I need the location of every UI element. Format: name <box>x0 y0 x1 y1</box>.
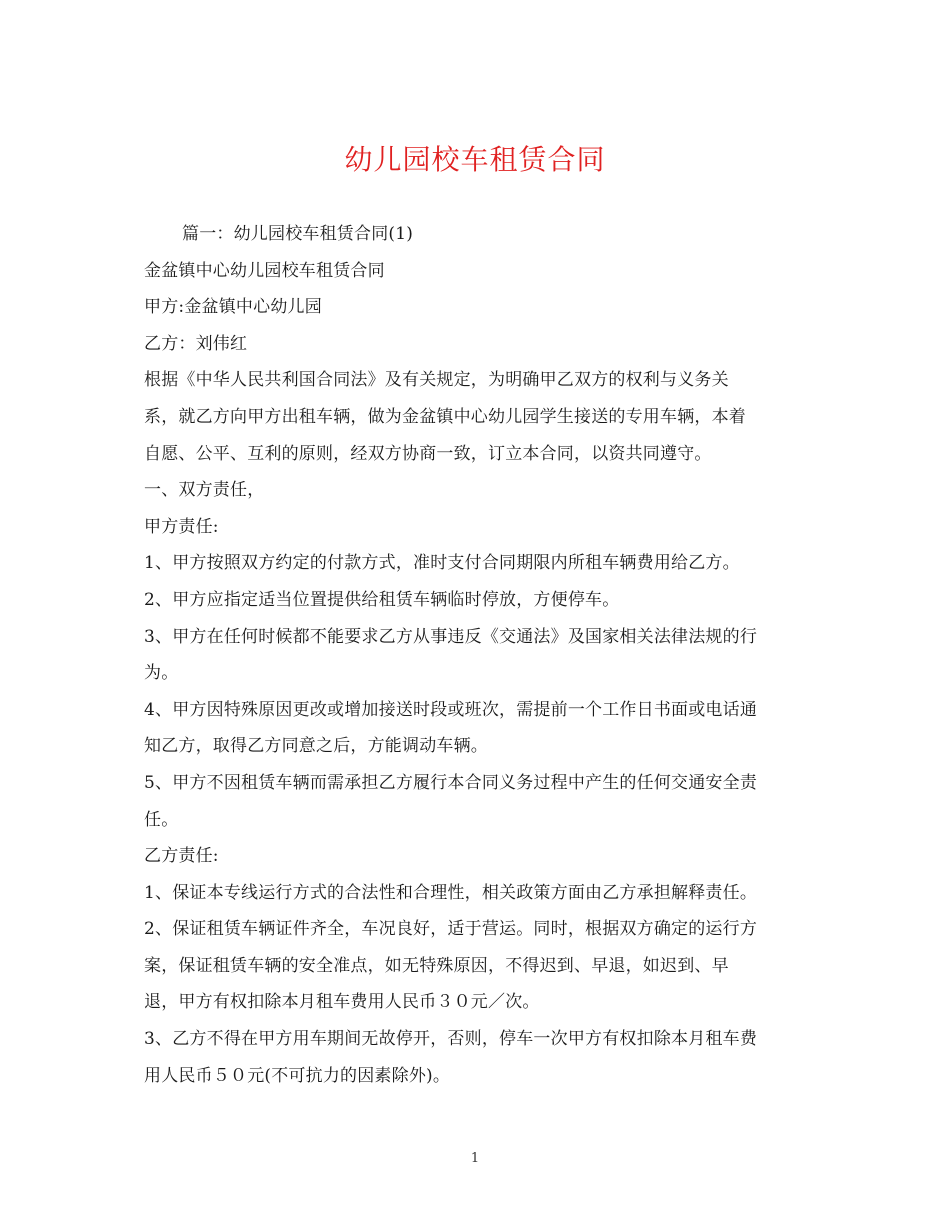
preamble-line: 根据《中华人民共利国合同法》及有关规定，为明确甲乙双方的权利与义务关 <box>144 370 729 391</box>
clause-line: 5、甲方不因租赁车辆而需承担乙方履行本合同义务过程中产生的任何交通安全责 <box>144 772 758 793</box>
clause-line: 1、保证本专线运行方式的合法性和合理性，相关政策方面由乙方承担解释责任。 <box>144 882 758 903</box>
contract-name: 金盆镇中心幼儿园校车租赁合同 <box>144 260 385 281</box>
clause-heading: 一、双方责任， <box>144 480 265 501</box>
section-heading: 篇一：幼儿园校车租赁合同(1) <box>182 224 414 244</box>
clause-line: 任。 <box>144 809 179 830</box>
party-a-duties-heading: 甲方责任: <box>144 516 219 537</box>
page-number: 1 <box>470 1151 480 1166</box>
clause-line: 4、甲方因特殊原因更改或增加接送时段或班次，需提前一个工作日书面或电话通 <box>144 699 758 720</box>
document-title: 幼儿园校车租赁合同 <box>344 143 606 176</box>
clause-line: 退，甲方有权扣除本月租车费用人民币３０元／次。 <box>144 992 540 1013</box>
clause-line: 3、甲方在任何时候都不能要求乙方从事违反《交通法》及国家相关法律法规的行 <box>144 626 758 647</box>
preamble-line: 自愿、公平、互利的原则，经双方协商一致，订立本合同，以资共同遵守。 <box>144 443 712 464</box>
clause-line: 2、保证租赁车辆证件齐全，车况良好，适于营运。同时，根据双方确定的运行方 <box>144 919 758 940</box>
party-b: 乙方：刘伟红 <box>144 333 248 354</box>
clause-line: 2、甲方应指定适当位置提供给租赁车辆临时停放，方便停车。 <box>144 589 620 610</box>
clause-line: 3、乙方不得在甲方用车期间无故停开，否则，停车一次甲方有权扣除本月租车费 <box>144 1029 758 1050</box>
preamble-line: 系，就乙方向甲方出租车辆，做为金盆镇中心幼儿园学生接送的专用车辆，本着 <box>144 406 746 427</box>
clause-line: 为。 <box>144 663 179 684</box>
clause-line: 1、甲方按照双方约定的付款方式，准时支付合同期限内所租车辆费用给乙方。 <box>144 553 740 574</box>
party-b-duties-heading: 乙方责任: <box>144 846 219 867</box>
clause-line: 案，保证租赁车辆的安全准点，如无特殊原因，不得迟到、早退，如迟到、早 <box>144 955 729 976</box>
clause-line: 用人民币５０元(不可抗力的因素除外)。 <box>144 1065 451 1086</box>
party-a: 甲方:金盆镇中心幼儿园 <box>144 297 322 318</box>
document-body <box>144 216 809 1094</box>
clause-line: 知乙方，取得乙方同意之后，方能调动车辆。 <box>144 736 488 757</box>
